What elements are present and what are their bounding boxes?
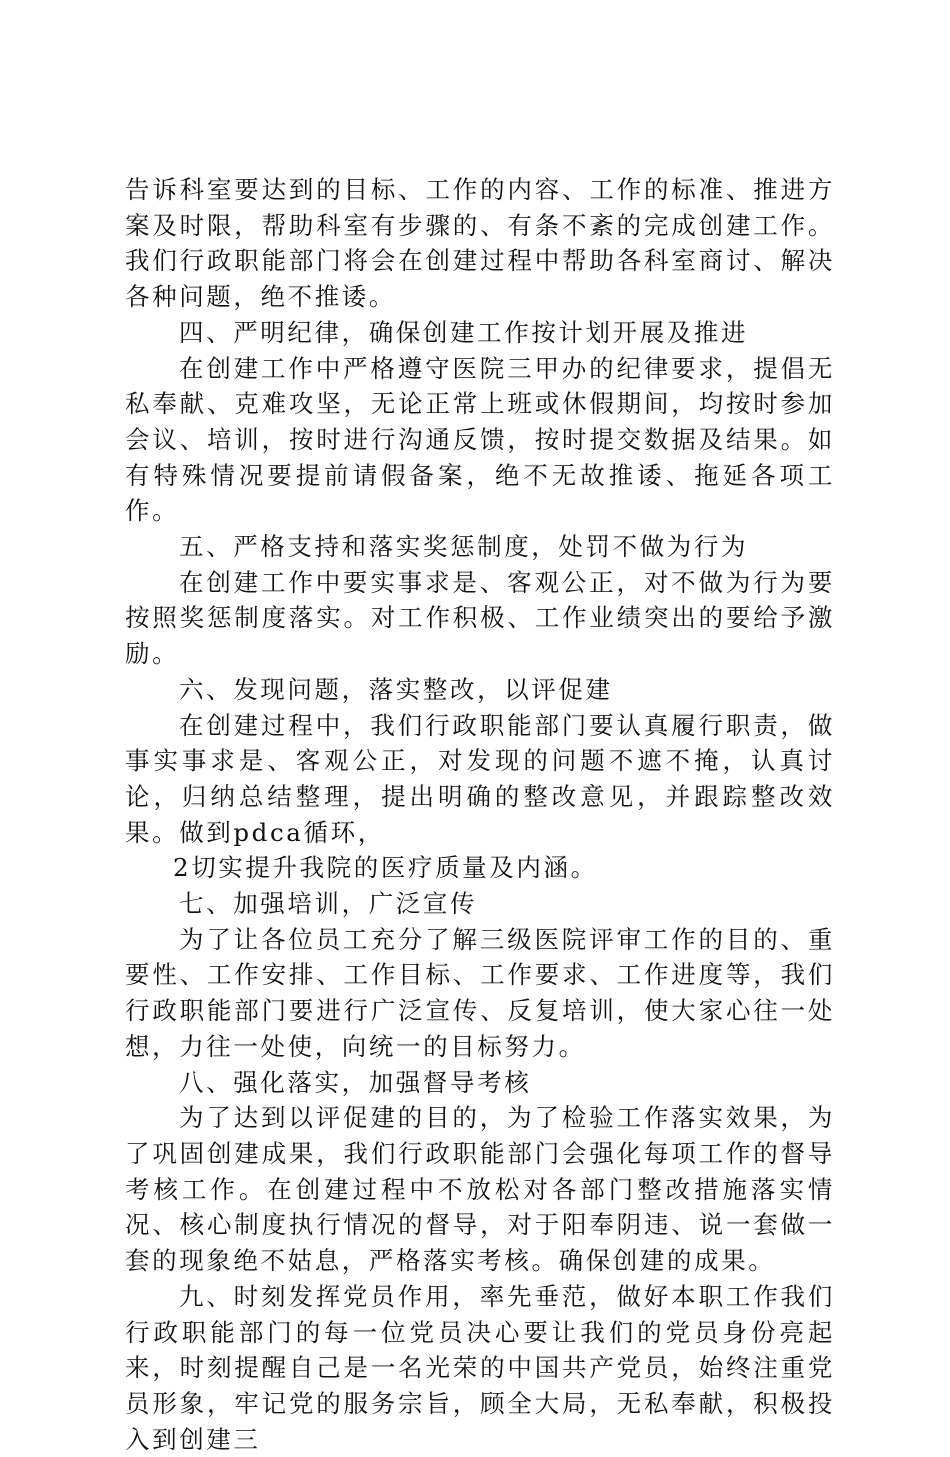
section-heading-4: 四、严明纪律，确保创建工作按计划开展及推进 [179, 317, 749, 347]
document-body [125, 172, 835, 1457]
section-heading-7: 七、加强培训，广泛宣传 [179, 889, 478, 919]
paragraph-party-members: 九、时刻发挥党员作用，率先垂范，做好本职工作我们行政职能部门的每一位党员决心要让我们的党员身份亮起来，时刻提醒自己是一名光荣的中国共产党员，始终注重党员形象，牢记党的服务宗旨，顾全大局，无私奉献，积极投入到创建三 [125, 1281, 835, 1454]
section-heading-6: 六、发现问题，落实整改，以评促建 [179, 674, 613, 704]
section-heading-8: 八、强化落实，加强督导考核 [179, 1067, 532, 1097]
paragraph-continuation: 告诉科室要达到的目标、工作的内容、工作的标准、推进方案及时限，帮助科室有步骤的、有条不紊的完成创建工作。我们行政职能部门将会在创建过程中帮助各科室商讨、解决各种问题，绝不推诿。 [125, 175, 835, 312]
paragraph-rewards: 在创建工作中要实事求是、客观公正，对不做为行为要按照奖惩制度落实。对工作积极、工作业绩突出的要给予激励。 [125, 567, 835, 669]
paragraph-rectification: 在创建过程中，我们行政职能部门要认真履行职责，做事实事求是、客观公正，对发现的问题不遮不掩，认真讨论，归纳总结整理，提出明确的整改意见，并跟踪整改效果。做到pdca循环， [125, 710, 835, 847]
paragraph-training: 为了让各位员工充分了解三级医院评审工作的目的、重要性、工作安排、工作目标、工作要求、工作进度等，我们行政职能部门要进行广泛宣传、反复培训，使大家心往一处想，力往一处使，向统一的目标努力。 [125, 924, 835, 1061]
paragraph-quality: 2切实提升我院的医疗质量及内涵。 [173, 853, 598, 883]
paragraph-discipline: 在创建工作中严格遵守医院三甲办的纪律要求，提倡无私奉献、克难攻坚，无论正常上班或休假期间，均按时参加会议、培训，按时进行沟通反馈，按时提交数据及结果。如有特殊情况要提前请假备案，绝不无故推诿、拖延各项工作。 [125, 353, 835, 526]
paragraph-supervision: 为了达到以评促建的目的，为了检验工作落实效果，为了巩固创建成果，我们行政职能部门会强化每项工作的督导考核工作。在创建过程中不放松对各部门整改措施落实情况、核心制度执行情况的督导，对于阳奉阴违、说一套做一套的现象绝不姑息，严格落实考核。确保创建的成果。 [125, 1103, 835, 1276]
section-heading-5: 五、严格支持和落实奖惩制度，处罚不做为行为 [179, 532, 749, 562]
